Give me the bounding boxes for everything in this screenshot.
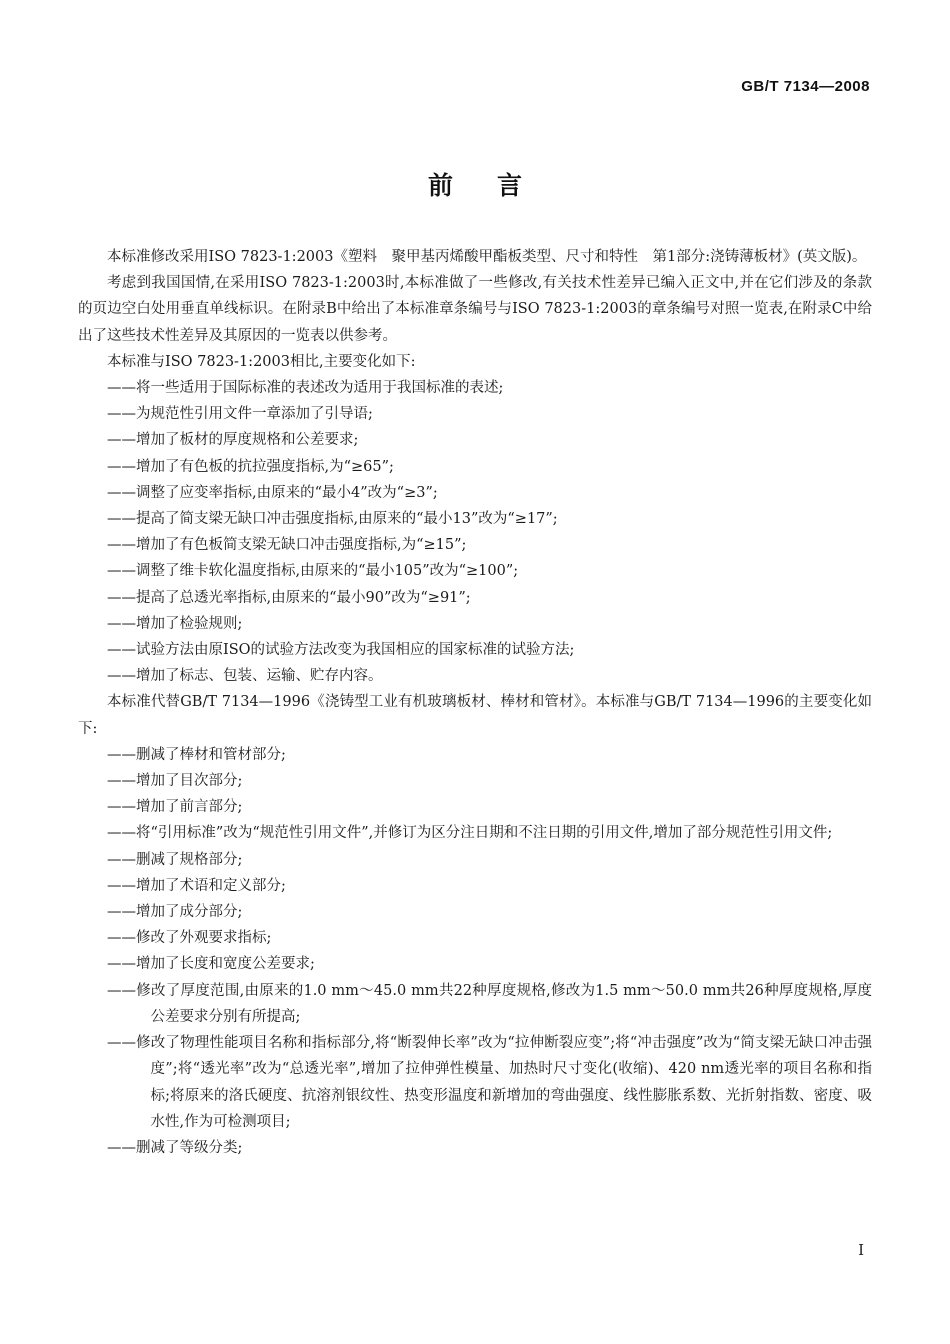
list-item: ——将一些适用于国际标准的表述改为适用于我国标准的表述; (107, 380, 504, 397)
paragraph-national-conditions: 考虑到我国国情,在采用ISO 7823-1:2003时,本标准做了一些修改,有关技术性差异已编入正文中,并在它们涉及的条款的页边空白处用垂直单线标识。在附录B中给出了本标准章条编号与ISO 7823-1:2003的章条编号对照一览表,在附录C中给出了这些技术性差异及其原因的一览表以供参考。 (78, 275, 872, 344)
list-item: ——删减了规格部分; (107, 851, 243, 868)
list-item: ——增加了成分部分; (107, 904, 243, 921)
paragraph-adoption: 本标准修改采用ISO 7823-1:2003《塑料 聚甲基丙烯酸甲酯板类型、尺寸和特性 第1部分:浇铸薄板材》(英文版)。 (107, 249, 867, 265)
paragraph-replaces-1996: 本标准代替GB/T 7134—1996《浇铸型工业有机玻璃板材、棒材和管材》。本标准与GB/T 7134—1996的主要变化如下: (78, 694, 872, 737)
page-title: 前言 (427, 171, 566, 200)
list-item: ——增加了检验规则; (107, 615, 243, 632)
list-item: ——试验方法由原ISO的试验方法改变为我国相应的国家标准的试验方法; (107, 642, 575, 659)
document-code: GB/T 7134—2008 (741, 78, 870, 95)
list-item: ——修改了外观要求指标; (107, 930, 272, 947)
list-item: ——增加了前言部分; (107, 799, 243, 816)
list-item: ——提高了简支梁无缺口冲击强度指标,由原来的“最小13”改为“≥17”; (107, 511, 558, 528)
list-item: ——删减了等级分类; (107, 1139, 243, 1156)
page-number: I (858, 1241, 864, 1259)
paragraph-iso-changes-intro: 本标准与ISO 7823-1:2003相比,主要变化如下: (107, 353, 416, 370)
list-item: ——修改了厚度范围,由原来的1.0 mm～45.0 mm共22种厚度规格,修改为1.5 mm～50.0 mm共26种厚度规格,厚度公差要求分别有所提高; (107, 982, 872, 1025)
list-item: ——增加了有色板简支梁无缺口冲击强度指标,为“≥15”; (107, 537, 467, 554)
list-item: ——增加了板材的厚度规格和公差要求; (107, 432, 359, 449)
iso-changes-list (78, 375, 872, 689)
list-item: ——删减了棒材和管材部分; (107, 746, 286, 763)
list-item: ——增加了有色板的抗拉强度指标,为“≥65”; (107, 458, 394, 475)
list-item: ——调整了维卡软化温度指标,由原来的“最小105”改为“≥100”; (107, 563, 519, 580)
list-item: ——增加了标志、包装、运输、贮存内容。 (107, 668, 383, 685)
list-item: ——增加了术语和定义部分; (107, 877, 286, 894)
list-item: ——将“引用标准”改为“规范性引用文件”,并修订为区分注日期和不注日期的引用文件,增加了部分规范性引用文件; (107, 825, 833, 842)
list-item: ——修改了物理性能项目名称和指标部分,将“断裂伸长率”改为“拉伸断裂应变”;将“冲击强度”改为“简支梁无缺口冲击强度”;将“透光率”改为“总透光率”,增加了拉伸弹性模量、加热时尺寸变化(收缩)、420 nm透光率的项目名称和指标;将原来的洛氏硬度、抗溶剂银纹性、热变形温度和新增加的弯曲强度、线性膨胀系数、光折射指数、密度、吸水性,作为可检测项目; (107, 1035, 872, 1130)
list-item: ——增加了目次部分; (107, 773, 243, 790)
list-item: ——为规范性引用文件一章添加了引导语; (107, 406, 373, 423)
document-body (78, 244, 872, 1161)
list-item: ——提高了总透光率指标,由原来的“最小90”改为“≥91”; (107, 589, 471, 606)
list-item: ——增加了长度和宽度公差要求; (107, 956, 315, 973)
list-item: ——调整了应变率指标,由原来的“最小4”改为“≥3”; (107, 484, 438, 501)
changes-from-1996-list (78, 742, 872, 1161)
